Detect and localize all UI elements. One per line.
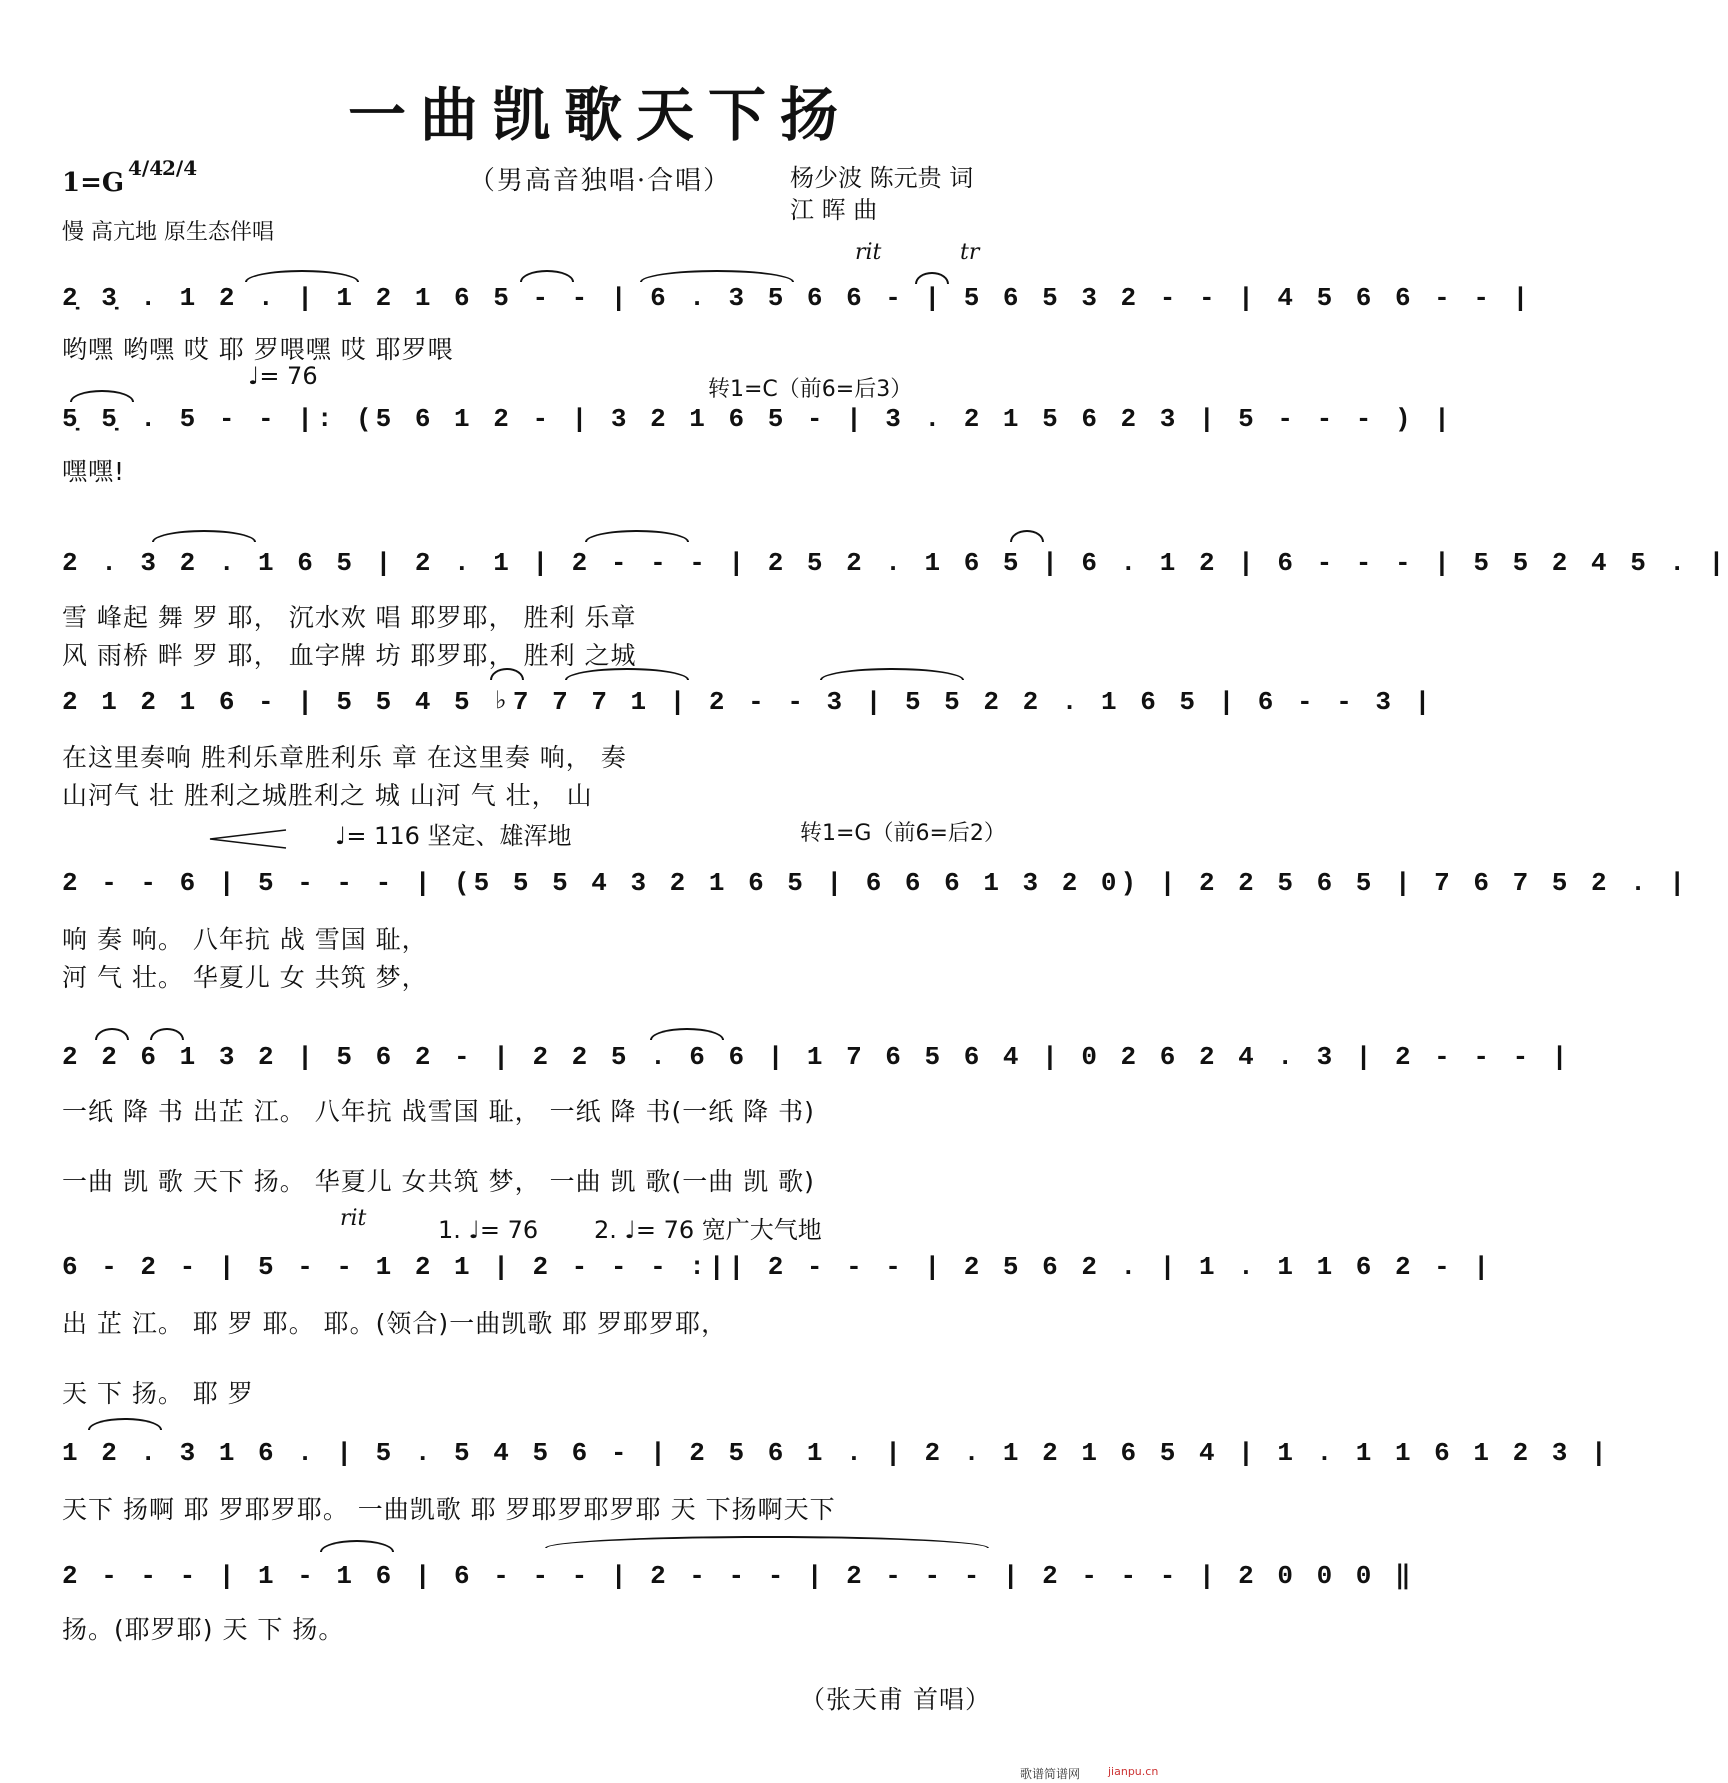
lyric-line-5a: 响 奏 响。 八年抗 战 雪国 耻， (62, 925, 428, 954)
rit-marking: rit (855, 240, 882, 265)
lyric-line-6b: 一曲 凯 歌 天下 扬。 华夏儿 女共筑 梦， 一曲 凯 歌(一曲 凯 歌) (62, 1167, 815, 1196)
notation-line-8: 1 2 . 3 1 6 . | 5 . 5 4 5 6 - | 2 5 6 1 . | 2 . 1 2 1 6 5 4 | 1 . 1 1 6 1 2 3 | (62, 1438, 1611, 1468)
slur (820, 668, 964, 680)
volta-2-tempo: 2. ♩= 76 宽广大气地 (594, 1216, 822, 1244)
lyric-line-4a: 在这里奏响 胜利乐章胜利乐 章 在这里奏 响， 奏 (62, 743, 627, 772)
slur (245, 270, 359, 282)
tempo-instruction: 慢 高亢地 原生态伴唱 (62, 220, 274, 245)
key-signature: 1=G (62, 168, 125, 198)
tempo-marking-116: ♩= 116 坚定、雄浑地 (335, 822, 572, 850)
slur (585, 530, 689, 542)
notation-line-1: 2̣ 3̣ . 1 2 . | 1 2 1 6 5 - - | 6 . 3 5 6 6 - | 5 6 5 3 2 - - | 4 5 6 6 - - | (62, 283, 1533, 313)
slur (70, 390, 134, 402)
watermark: jianpu.cn (1108, 1765, 1159, 1778)
time-signature-4-4: 4/4 (128, 156, 164, 180)
rit-marking-2: rit (340, 1206, 367, 1231)
lyric-line-6a: 一纸 降 书 出芷 江。 八年抗 战雪国 耻， 一纸 降 书(一纸 降 书) (62, 1097, 815, 1126)
notation-line-4: 2 1 2 1 6 - | 5 5 4 5 ♭7 7 7 1 | 2 - - 3 | 5 5 2 2 . 1 6 5 | 6 - - 3 | (62, 687, 1435, 717)
lyric-line-5b: 河 气 壮。 华夏儿 女 共筑 梦， (62, 963, 428, 992)
lyric-line-3a: 雪 峰起 舞 罗 耶， 沉水欢 唱 耶罗耶， 胜利 乐章 (62, 603, 637, 632)
lyric-line-4b: 山河气 壮 胜利之城胜利之 城 山河 气 壮， 山 (62, 781, 593, 810)
lyric-line-2: 嘿嘿! (62, 457, 126, 486)
slur (520, 270, 574, 282)
slur (650, 1028, 724, 1040)
crescendo-hairpin (208, 828, 288, 850)
tempo-marking-76: ♩= 76 (248, 362, 318, 390)
long-tie (545, 1536, 989, 1548)
lyric-line-9: 扬。(耶罗耶) 天 下 扬。 (62, 1615, 345, 1644)
song-title: 一曲凯歌天下扬 (347, 81, 852, 149)
notation-line-5: 2 - - 6 | 5 - - - | (5 5 5 4 3 2 1 6 5 | 6 6 6 1 3 2 0) | 2 2 5 6 5 | 7 6 7 5 2 . | (62, 868, 1690, 898)
lyric-line-7b: 天 下 扬。 耶 罗 (62, 1379, 254, 1408)
lyric-line-7a: 出 芷 江。 耶 罗 耶。 耶。(领合)一曲凯歌 耶 罗耶罗耶， (62, 1309, 728, 1338)
lyricists-credit: 杨少波 陈元贵 词 (790, 164, 974, 192)
tie (150, 1028, 184, 1040)
slur (320, 1540, 394, 1552)
premiere-credit: （张天甫 首唱） (800, 1685, 991, 1714)
notation-line-2: 5̣ 5̣ . 5 - - |: (5 6 1 2 - | 3 2 1 6 5 - | 3 . 2 1 5 6 2 3 | 5 - - - ) | (62, 404, 1454, 434)
modulation-to-g: 转1=G（前6=后2） (800, 821, 1006, 846)
trill-marking: tr (960, 240, 980, 265)
tie (95, 1028, 129, 1040)
notation-line-9: 2 - - - | 1 - 1 6 | 6 - - - | 2 - - - | 2 - - - | 2 - - - | 2 0 0 0 ‖ (62, 1561, 1415, 1591)
modulation-to-c: 转1=C（前6=后3） (708, 377, 913, 402)
slur (152, 530, 256, 542)
lyric-line-8: 天下 扬啊 耶 罗耶罗耶。 一曲凯歌 耶 罗耶罗耶罗耶 天 下扬啊天下 (62, 1495, 836, 1524)
slur (640, 270, 794, 282)
notation-line-7: 6 - 2 - | 5 - - 1 2 1 | 2 - - - :|| 2 - - - | 2 5 6 2 . | 1 . 1 1 6 2 - | (62, 1252, 1493, 1282)
composer-credit: 江 晖 曲 (790, 196, 878, 224)
subtitle: （男高音独唱·合唱） (468, 166, 732, 196)
slur (88, 1418, 162, 1430)
tie (1010, 530, 1044, 542)
notation-line-3: 2 . 3 2 . 1 6 5 | 2 . 1 | 2 - - - | 2 5 2 . 1 6 5 | 6 . 1 2 | 6 - - - | 5 5 2 4 5 . | (62, 548, 1728, 578)
site-footer: 歌谱简谱网 (1020, 1767, 1081, 1781)
lyric-line-1: 哟嘿 哟嘿 哎 耶 罗喂嘿 哎 耶罗喂 (62, 335, 454, 364)
lyric-line-3b: 风 雨桥 畔 罗 耶， 血字牌 坊 耶罗耶， 胜利 之城 (62, 641, 637, 670)
volta-1-tempo: 1. ♩= 76 (438, 1216, 539, 1244)
notation-line-6: 2 2 6 1 3 2 | 5 6 2 - | 2 2 5 . 6 6 | 1 7 6 5 6 4 | 0 2 6 2 4 . 3 | 2 - - - | (62, 1042, 1572, 1072)
time-signature-2-4: 2/4 (162, 156, 198, 180)
